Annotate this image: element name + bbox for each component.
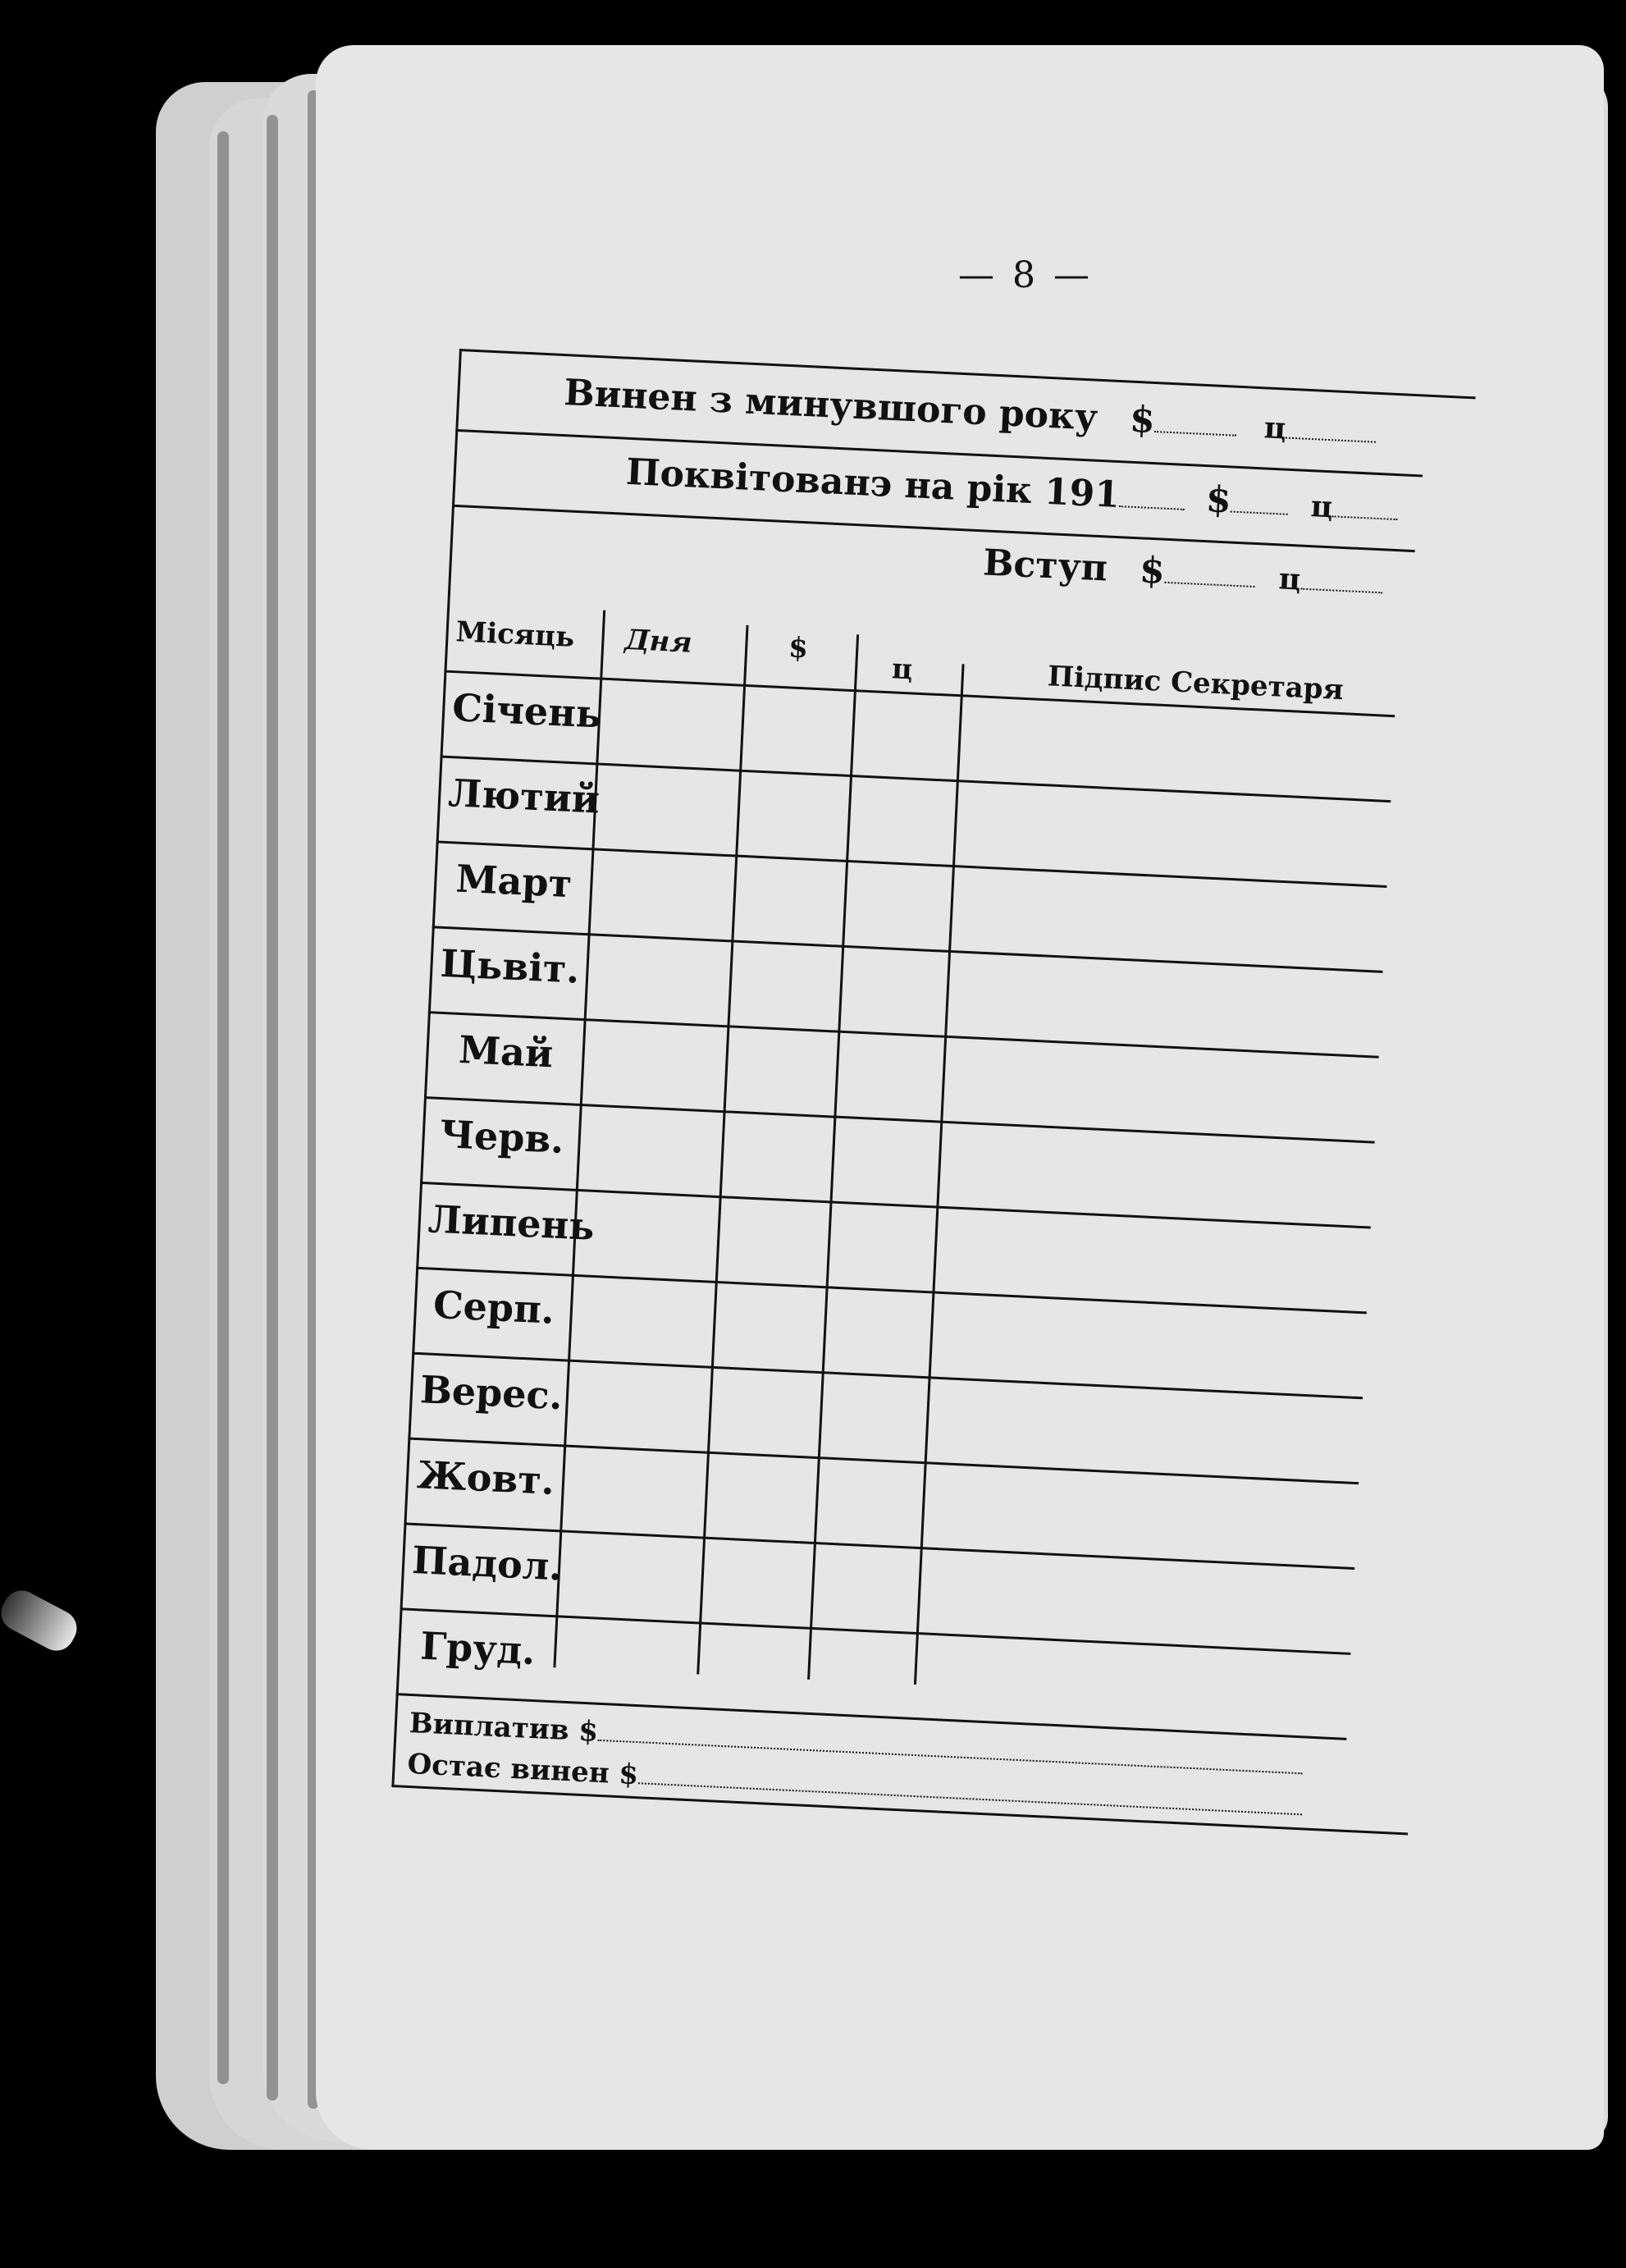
- month-label-december: Груд.: [419, 1623, 537, 1674]
- month-label-may: Май: [458, 1027, 555, 1077]
- month-label-september: Верес.: [418, 1367, 564, 1419]
- col-header-month: Місяць: [454, 615, 576, 654]
- col-header-signature: Підпис Секретаря: [1047, 660, 1345, 707]
- month-label-july: Липень: [427, 1196, 596, 1249]
- receipted-label: Поквітованэ на рік 191: [624, 450, 1121, 517]
- page-number: — 8 —: [958, 254, 1093, 296]
- month-label-november: Падол.: [411, 1537, 564, 1589]
- entry-fee-label: Вступ: [982, 542, 1109, 590]
- cents-sign: ц: [1263, 410, 1287, 446]
- month-label-january: Січень: [451, 685, 603, 737]
- dollar-sign: $: [1129, 398, 1157, 442]
- cents-fill-line: [1332, 486, 1400, 520]
- cents-fill-line: [1286, 408, 1377, 443]
- page-edge-shadow: [217, 131, 229, 2084]
- dollar-fill-line: [1164, 552, 1256, 588]
- owed-prev-year-label: Винен з минувшого року: [563, 372, 1099, 439]
- month-label-march: Март: [454, 856, 573, 907]
- page-edge-shadow: [267, 115, 278, 2101]
- cents-fill-line: [1300, 559, 1384, 594]
- year-fill-line: [1119, 476, 1186, 510]
- dollar-fill-line: [1154, 401, 1238, 437]
- col-header-cents: ц: [891, 652, 914, 687]
- month-label-february: Лютий: [447, 770, 601, 822]
- dollar-sign: $: [1138, 549, 1166, 592]
- paid-label: Виплатив $: [409, 1707, 599, 1749]
- cents-sign: ц: [1277, 561, 1302, 597]
- month-label-october: Жовт.: [416, 1452, 556, 1503]
- col-header-dollars: $: [788, 631, 809, 665]
- col-header-days: Дня: [623, 623, 693, 660]
- still-owes-label: Остає винен $: [406, 1747, 640, 1792]
- month-label-august: Серп.: [432, 1282, 556, 1333]
- month-label-april: Цьвіт.: [439, 940, 581, 992]
- month-label-june: Черв.: [438, 1111, 565, 1163]
- dollar-sign: $: [1204, 478, 1232, 522]
- dues-form: [391, 349, 1475, 1835]
- scan-glare-mark: [0, 1584, 83, 1658]
- cents-sign: ц: [1309, 489, 1334, 525]
- dollar-fill-line: [1231, 482, 1290, 515]
